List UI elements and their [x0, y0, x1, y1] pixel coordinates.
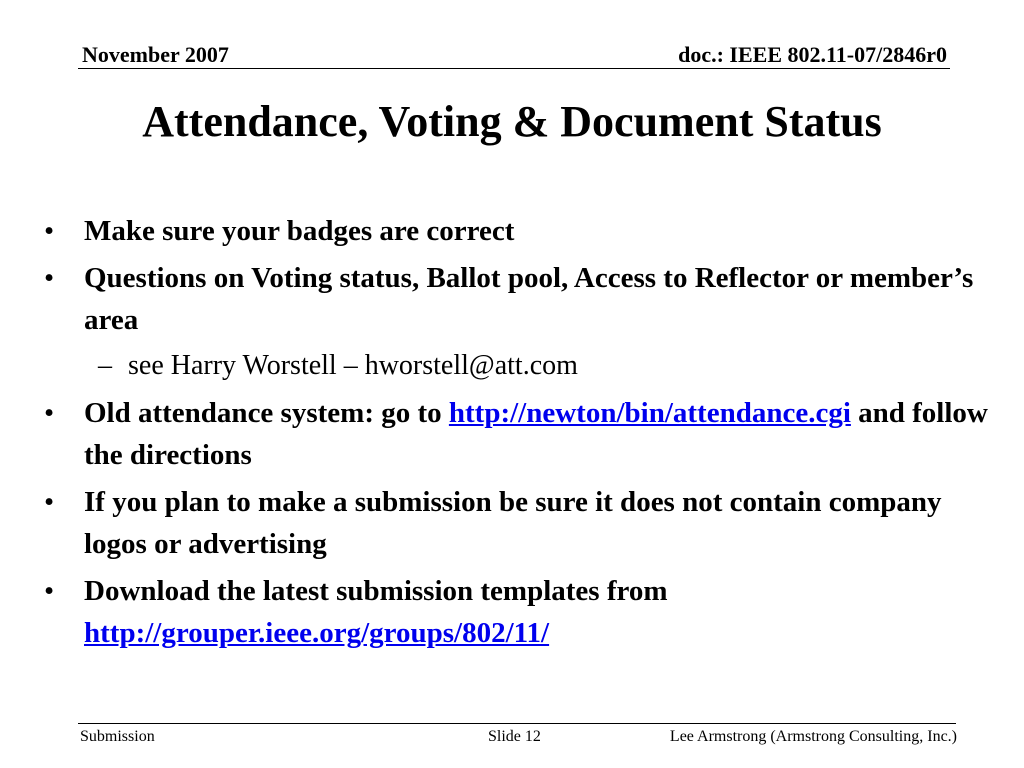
bullet-dot-icon: •	[44, 262, 55, 294]
footer-author: Lee Armstrong (Armstrong Consulting, Inc.)	[669, 728, 957, 745]
bullet-dot-icon: •	[44, 397, 55, 429]
bullet-text: Download the latest submission templates from	[84, 575, 668, 607]
bullet-item	[40, 570, 1000, 654]
slide-title: Attendance, Voting & Document Status	[142, 97, 882, 146]
bullet-text: If you plan to make a submission be sure it does not contain company logos or advertising	[84, 486, 942, 560]
footer-slide-number: Slide 12	[488, 728, 541, 745]
bullet-dot-icon: •	[44, 486, 55, 518]
bullet-item	[40, 257, 1000, 341]
footer-divider	[78, 723, 956, 724]
bullet-text: Make sure your badges are correct	[84, 215, 515, 247]
templates-link[interactable]: http://grouper.ieee.org/groups/802/11/	[84, 617, 550, 649]
dash-icon: –	[98, 350, 112, 381]
slide-body	[40, 210, 1000, 659]
bullet-item	[40, 392, 1000, 476]
bullet-dot-icon: •	[44, 215, 55, 247]
bullet-text: Questions on Voting status, Ballot pool, Access to Reflector or member’s area	[84, 262, 974, 336]
footer-submission: Submission	[80, 728, 155, 745]
sub-bullet-text: see Harry Worstell – hworstell@att.com	[128, 350, 578, 381]
header-divider	[78, 68, 950, 69]
sub-bullet-item	[40, 346, 1000, 386]
header-date: November 2007	[82, 42, 229, 67]
bullet-text: Old attendance system: go to	[84, 397, 449, 429]
header-doc-id: doc.: IEEE 802.11-07/2846r0	[678, 42, 947, 67]
bullet-dot-icon: •	[44, 575, 55, 607]
bullet-item	[40, 210, 1000, 252]
bullet-item	[40, 481, 1000, 565]
bullet-text: and follow the directions	[84, 397, 988, 471]
attendance-link[interactable]: http://newton/bin/attendance.cgi	[448, 397, 851, 429]
